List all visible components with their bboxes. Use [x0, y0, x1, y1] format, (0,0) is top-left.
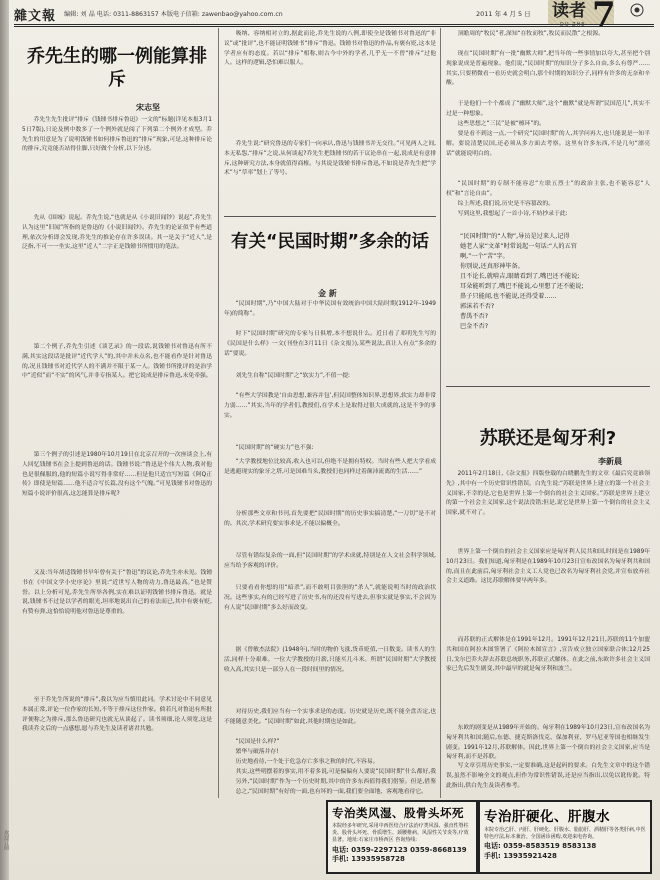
- article3-paragraph: 写文章引用历史事实,一定要准确,这是起码的要求。白先生文章中的这个错误,虽然不影响全文的观点,但作为常识性错误,还是应当指出,以免以讹传讹。特此指出,供白先生及读者参考。: [446, 763, 650, 789]
- verse-line: 啊,”一个“苦”字。: [460, 253, 509, 260]
- ad-body: [480, 825, 650, 860]
- article2-byline: 金 新: [318, 289, 337, 298]
- page-number: 7: [592, 0, 616, 35]
- article2-paragraph: 尽管有错综复杂的一面,但“民国时期”的学术成就,特别是在人文社会科学领域,应当给予客观的评价。: [224, 553, 436, 569]
- column-divider: [440, 28, 441, 798]
- article3-continued-paragraph: 这些思想之“三民”是被“檩环”的。: [457, 121, 545, 127]
- article1-paragraph: 第二个例子,乔先生引述《谈艺录》的一段话,说钱锺书对鲁迅有所不满,其实这段话是批评“近代学人”的,其中并未点名,也不能看作是针对鲁迅的,况且钱锺书对近代学人的不满并不限于某一人。钱锺书所批评的是治学中“近似”而“不实”的风气,并非专指某人。把它说成是排斥鲁迅,未免牵强。: [22, 344, 212, 380]
- page-spine: [0, 0, 9, 880]
- article1-paragraph: 第三个例子的引述是1980年10月19日在北京召开的一次座谈会上,有人回忆钱锺书在会上提到鲁迅的话。钱锺书说:“鲁迅是个伟大人物,我对他也是很佩服的,他的短篇小说写得非常好……但是他只适宜写短篇《阿Q正传》即使是短篇……他不适合写长篇,没有这个气魄。”可见钱锺书对鲁迅的短篇小说评价很高,这怎能算是排斥呢?: [22, 452, 212, 498]
- article3-continued-paragraph: “民国时期”的专制不能容忍“左联五烈士”的政治主张,也不能容忍“人权”和“言论自由”。: [446, 181, 650, 197]
- margin-note: 欢迎订阅: [3, 830, 9, 850]
- issue-date: 2011 年 4 月 5 日: [476, 10, 531, 18]
- article1-paragraph: 至于乔先生所说的“排斥”,我以为应当慎用此词。学术讨论中不同意见本属正常,评论一位作家的长短,不等于排斥这位作家。倘若凡对鲁迅有所批评便称之为排斥,那么鲁迅研究也就无从谈起了。读书须细,论人须宽,这是我读乔文后的一点感想,愿与乔先生及读者诸君共勉。: [22, 697, 212, 733]
- verse-line: 她老人家“文革”时常说起一句话:“人的五官: [460, 243, 577, 250]
- article2-paragraph: “民国是什么样?”: [235, 739, 280, 745]
- verse-line: 耳朵能听到了,嘴巴不能说,心里想了还不能说;: [460, 283, 584, 290]
- article3-paragraph: 东欧的剧变是从1989年开始的。匈牙利在1989年10月23日,宣布改国名为匈牙利共和国;随后,东德、捷克斯洛伐克、保加利亚、罗马尼亚等国也相继发生剧变。1991年12月,苏联解体。因此,世界上第一个倒台的社会主义国家,应当是匈牙利,而不是苏联。: [446, 725, 650, 761]
- article2-paragraph: 只要看看你想的用“暗杀”,而不敢明目张胆的“杀人”,就能说明当时的政治状况。这些事实,有的已经写进了历史书,有的还没有写进去,但事实就是事实,不会因为有人说“民国时期”多么好而改变。: [224, 585, 436, 611]
- verse-line: 巴金不否?: [460, 323, 489, 330]
- article3-continued-paragraph: 要是看不到这一点,一个研究“民国时期”的人,其学问再大,也只能说是一知半解。要说清楚民国,还必须从多方面去考察。这里有许多东西,不是几句“漂亮话”就能说明白的。: [446, 131, 650, 157]
- paper-name: 雜文報: [14, 9, 57, 24]
- section-rule: [224, 216, 436, 217]
- article1-title: 乔先生的哪一例能算排斥: [27, 46, 207, 90]
- ad-mobile: 手机: 13935921428: [484, 851, 557, 860]
- article3-byline: 李新晨: [598, 457, 622, 466]
- article3-continued-paragraph: 于是他们一个个都成了“幽默大师”,这个“幽默”就是所谓“民国范儿”,其实不过是一种想象。: [446, 101, 650, 117]
- section-label: 读者: [548, 0, 614, 24]
- article1-byline: 宋志坚: [136, 103, 160, 112]
- verse-line: 且不论长,就啃吉,眼睛看到了,嘴巴还不能说;: [460, 273, 580, 280]
- article2-continued-paragraph: 乔先生说:“研究鲁迅的专家们一向承认,鲁迅与钱锺书并无交往。”可见两人之间,本无私怨,“排斥”之说,从何谈起?乔先生把钱锺书的若干议论串在一起,说成是有意排斥,这种研究方法,本身就值得商榷。与其说是钱锺书排斥鲁迅,不如说是乔先生把“学术”与“草率”划上了等号。: [224, 141, 436, 177]
- article2-paragraph: “有些大学国教是‘自由思想,兼容并包’,但民国整体知识界,思想界,软实力却非常力弱……”其实,当年的学者们,教授们,在学术上是取得过很大成就的,这是不争的事实。: [224, 393, 436, 419]
- article1-paragraph: 又及:当年胡适钱锺书早年曾有关于“鲁迅”的议论,乔先生亦未见。钱锺书在《中国文学小史序论》里说:“近世写人物的功力,鲁迅最高。”也是赞誉。以上分析可见,乔先生所举各例,实在难以证明钱锺书排斥鲁迅。就是说,钱锺书不过是以学者的眼光,坦率地说出自己的看法而已,其中有褒有贬,有赞有弹,这恰恰说明他对鲁迅是尊重的。: [22, 570, 212, 616]
- article3-paragraph: 世界上第一个倒台的社会主义国家应是匈牙利人民共和国,时间是在1989年10月23日。我们知道,匈牙利是在1989年10月23日宣布改国名为匈牙利共和国的,而且在此前后,匈牙利社会主义工人党也已改名为匈牙利社会党,并宣布放弃社会主义道路。这比苏联解体要早两年多。: [446, 549, 650, 585]
- article1-paragraph: 先从《围城》说起。乔先生说,“也就是从《小说旧闻钞》说起”,乔先生认为这里“旧闻”所指的是鲁迅的《小说旧闻钞》。乔先生的论证似乎有些道理,依次分析即会发现,乔先生的推论存在许多误读。其一是关于“近人”,是泛指,不可一一坐实,这里“近人”二字正是钱锺书所惯用的笔法。: [22, 215, 212, 251]
- article2-paragraph: 对待历史,我们应当有一个实事求是的态度。历史就是历史,既不能全盘否定,也不能随意美化。“民国时期”如此,其他时期也是如此。: [224, 709, 436, 725]
- section-sublabel: DU ZHE: [560, 22, 586, 28]
- article2-paragraph: 总之,“民国时期”有好的一面,也有坏的一面,我们要全面地、客观地看待它。: [235, 789, 427, 795]
- editor-info: 编辑: 刘 晶 电话: 0311-8863157 本版电子信箱: zawenbao@yahoo.com.cn: [64, 11, 283, 18]
- article2-paragraph: 据《曾敏杰法院》(1948年),当时的物价飞涨,货币贬值,一日数变。读书人的生活,同样十分艰难。一位大学教授的月薪,只能买几斗米。所谓“民国时期”大学教授收入高,其实只是一部分人在一段时间里的情况。: [224, 647, 436, 673]
- ad-phone: 电话: 0359-8583519 8583138: [484, 842, 597, 851]
- article2-paragraph: 时下“民国时期”研究的专家与日俱增,本不想说什么。近日看了邓明先生写的《民国是什么样》一文(刊登在3月11日《杂文报》),某些说法,真让人有点“多余的话”要说。: [224, 331, 436, 357]
- ad-phone: 电话: 0359-2297123 0359-8668139: [332, 845, 467, 854]
- ad-mobile: 手机: 13935958728: [332, 854, 405, 863]
- article2-paragraph: 其实,这些明摆着的事实,用不着多说,可是偏偏有人要说“民国时期”什么都好,我: [235, 769, 436, 775]
- article2-paragraph: 分析那些文章和书刊,首先要把“民国时期”的历史事实搞清楚,“一刀切”是不对的。其次,学术研究要实事求是,不能以偏概全。: [224, 511, 436, 527]
- advertisement-rheumatism: [326, 800, 478, 874]
- verse-line: 你别说,还真形神毕备。: [460, 263, 524, 270]
- section-rule: [446, 386, 650, 387]
- verse-line: 曹禺不否?: [460, 313, 489, 320]
- article2-continued-paragraph: 吸纳、容纳相对立的,据此而论,乔先生说的八例,即使全是钱锺书对鲁迅的“非议”或“批评”,也不能证明钱锺书“排斥”鲁迅。钱锺书对鲁迅的作品,有褒有贬,这本是学者应有的态度。若以“排斥”相称,则古今中外的学者,几乎无一不曾“排斥”过他人。这样的逻辑,恐怕难以服人。: [224, 31, 436, 67]
- article3-continued-paragraph: 综上所述,我们说,历史是不容篡改的。: [457, 201, 555, 207]
- article2-paragraph: 历史地看待,一个处于危急存亡多事之秋的时代,不容易。: [235, 759, 379, 765]
- ad-headline: 专治类风湿、股骨头坏死: [332, 806, 464, 820]
- article2-title: 有关“民国时期”多余的话: [230, 232, 429, 252]
- article3-paragraph: 而苏联的正式解体是在1991年12月。1991年12月21日,苏联的11个加盟共和国在阿拉木图签署了《阿拉木图宣言》,宣告成立独立国家联合体;12月25日,戈尔巴乔夫辞去苏联总统职务,苏联正式解体。在此之前,东欧许多社会主义国家已先后发生剧变,其中最早的就是匈牙利和波兰。: [446, 637, 650, 673]
- article2-paragraph: 刘先生自称“民国时期”之“软实力”,不值一提:: [235, 373, 350, 379]
- column-divider: [218, 28, 219, 798]
- article2-paragraph: “大学教授地位比较高,收入也可以,但绝不是拥有特权。当时有些人把大学看成是逃避现实的象牙之塔,可是国难当头,教授们也同样过着颠沛流离的生活……”: [224, 459, 436, 475]
- article3-continued-paragraph: 写到这里,我想起了一首小诗,不妨抄录于此:: [457, 211, 568, 217]
- ad-body: [328, 821, 476, 863]
- article3-paragraph: 2011年2月18日,《杂文报》四版登载的白晓鹏先生的文章《最后究竟谁领先》,其中有一个历史常识性错误。白先生说:“苏联是世界上建立的第一个社会主义国家,不幸的是,它也是世界上第一个倒台的社会主义国家。”苏联是世界上建立的第一个社会主义国家,这个说法没错;但是,说它是世界上第一个倒台的社会主义国家,就不对了。: [446, 471, 650, 517]
- verse-line: 鼻子只能闻,也不能说,还得受着……: [460, 293, 557, 300]
- verse-line: 郭沫若不否?: [460, 303, 495, 310]
- article2-paragraph: “民国时期”的“硬实力”也不强:: [235, 445, 314, 451]
- article1-paragraph: 乔先生先生批评“排斥《钱锺书排斥鲁迅》一文的”标题(详见本报3月15日7版),只论及例中数多了一个例外就是阅了下列第二个例外才成型。乔先生的用意是为了说明钱锺书如何排斥鲁迅的“排斥”现象,可是,这种排斥论的排斥,究竟能否站得住脚,只好做个分析,以下分述。: [22, 117, 212, 153]
- article2-paragraph: “民国时期”,乃“中国大陆对于中华民国有效统治中国大陆时期(1912年-1949年)的简称”。: [224, 301, 436, 317]
- ad-headline: 专治肝硬化、肝腹水: [484, 809, 610, 825]
- article3-continued-paragraph: 现在“民国时期”有一批“幽默大师”,把当年的一些事情加以夸大,甚至把个别现象说成是普遍现象。他们说,“民国时期”的知识分子多么自由,多么有尊严……其实,只要稍微看一看历史就会明白,那个时期的知识分子,同样有许多的无奈和辛酸。: [446, 51, 650, 87]
- article2-paragraph: 另外,“民国时期”作为一个历史时期,其中的许多东西值得我们借鉴。但是,借鉴: [235, 779, 436, 785]
- verse-line: “民国时期”的“人物”,导员是过来人,记得: [460, 233, 570, 240]
- section-logo-icon: [630, 3, 644, 17]
- quoted-verse: [460, 232, 650, 332]
- ad-description: 本院经多年研究,采用中西医结合疗法治疗类风湿、强直性脊柱炎、股骨头坏死、骨质增生、颈腰椎病、风湿性关节炎等,疗效显著。地址:石家庄市桥西区 咨询热线:: [332, 823, 469, 844]
- ad-description: 本院专治乙肝、丙肝、肝硬化、肝腹水、脂肪肝、酒精肝等各类肝病,中医特色疗法,标本兼治。全国函诊函购,欢迎来电咨询。: [484, 827, 646, 841]
- article2-paragraph: 繁华与破落并存!: [235, 749, 279, 755]
- article3-continued-paragraph: 顶瞻周的“牧民”者,深知“在牧而牧”,牧民而民散”之根源。: [457, 31, 604, 37]
- advertisement-liver: [478, 800, 652, 874]
- article3-title: 苏联还是匈牙利?: [479, 428, 617, 449]
